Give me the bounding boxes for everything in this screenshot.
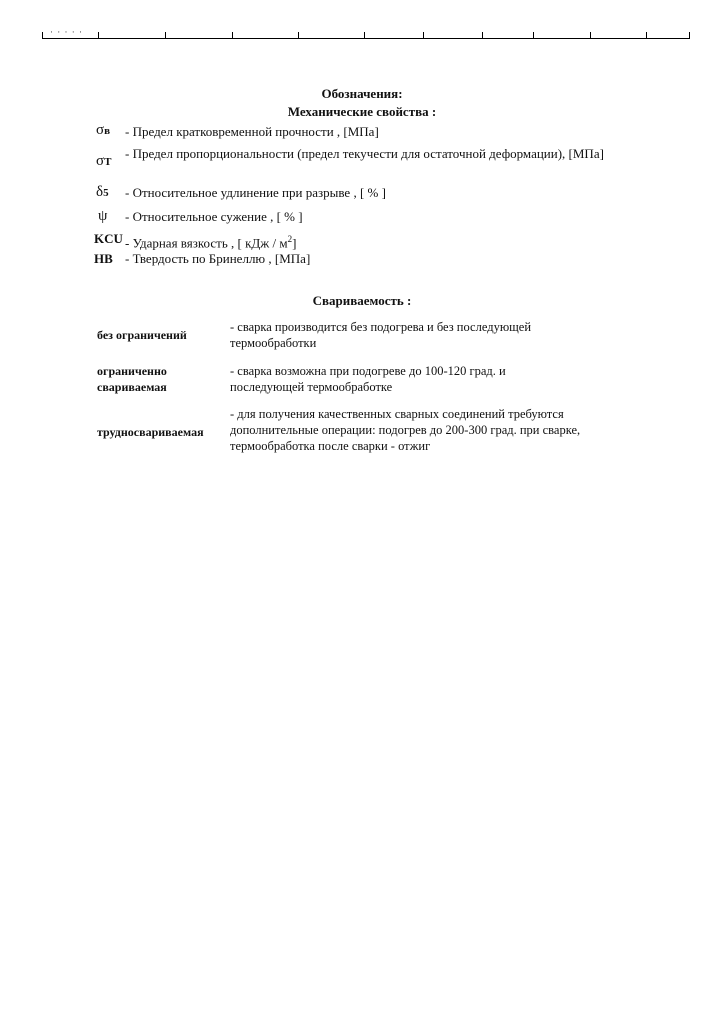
weldability-title: Свариваемость :	[312, 293, 412, 308]
weld-desc-difficult: - для получения качественных сварных соединений требуются дополнительные операции: подогрев до 200-300 град. при сварке, термообработка после сварки - отжиг	[230, 407, 581, 453]
table-bottom-rule	[42, 38, 690, 39]
desc-yield-strength: - Предел пропорциональности (предел текучести для остаточной деформации), [МПа]	[125, 146, 604, 161]
symbol-kcu: KCU	[94, 231, 123, 246]
desc-brinell-hardness: - Твердость по Бринеллю , [МПа]	[125, 251, 311, 266]
table-tick	[98, 32, 99, 39]
table-tick	[165, 32, 166, 39]
desc-tensile-strength: - Предел кратковременной прочности , [МПа]	[125, 124, 379, 139]
weld-label-unrestricted: без ограничений	[97, 328, 187, 342]
table-tick	[689, 32, 690, 39]
table-tick	[482, 32, 483, 39]
weld-desc-limited: - сварка возможна при подогреве до 100-120 град. и последующей термообработке	[230, 364, 506, 394]
table-tick	[423, 32, 424, 39]
symbol-psi: ψ	[98, 208, 108, 224]
table-cut-text: · · · · ·	[50, 28, 83, 33]
table-tick	[298, 32, 299, 39]
table-tick	[590, 32, 591, 39]
mechanical-properties-subtitle: Механические свойства :	[287, 104, 437, 119]
desc-impact-strength: - Ударная вязкость , [ кДж / $м^2$]	[125, 234, 297, 251]
table-tick	[646, 32, 647, 39]
table-tick	[533, 32, 534, 39]
weld-desc-unrestricted: - сварка производится без подогрева и без последующей термообработки	[230, 320, 532, 350]
desc-elongation: - Относительное удлинение при разрыве , [ % ]	[125, 185, 386, 200]
table-tick	[42, 32, 43, 39]
table-tick	[232, 32, 233, 39]
desc-reduction: - Относительное сужение , [ % ]	[125, 209, 303, 224]
weld-label-difficult: трудносвариваемая	[97, 425, 204, 439]
designations-title: Обозначения:	[321, 86, 403, 101]
symbol-sigma-t: σT	[96, 153, 112, 169]
symbol-delta-5: δ5	[96, 184, 109, 200]
symbol-sigma-b: σв	[96, 122, 111, 138]
symbol-hb: HB	[94, 251, 113, 266]
table-tick	[364, 32, 365, 39]
weld-label-limited: ограниченно свариваемая	[97, 364, 167, 394]
